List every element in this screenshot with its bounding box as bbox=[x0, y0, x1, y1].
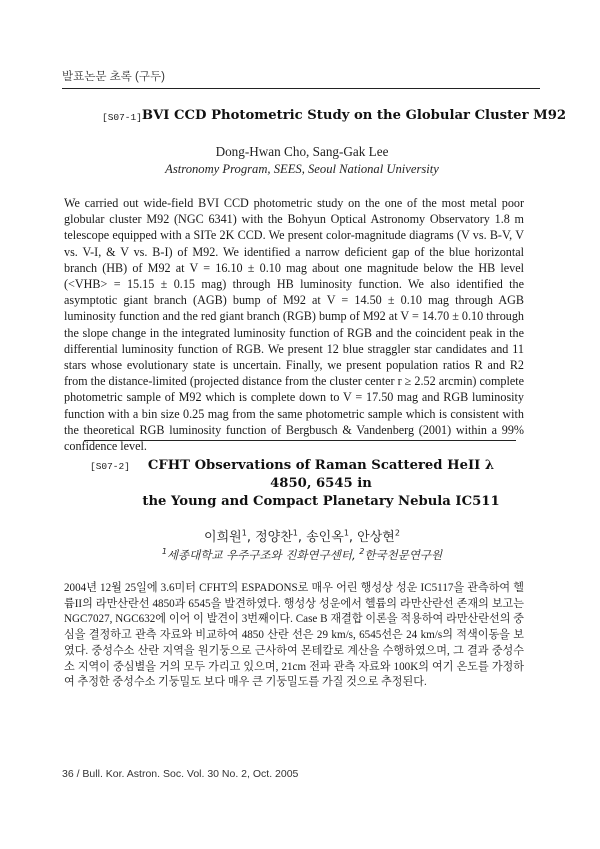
author-affiliation bbox=[80, 547, 524, 563]
abstract-title-line bbox=[80, 108, 567, 123]
author: 정양찬$^1$, bbox=[255, 528, 307, 545]
author-affiliation: Astronomy Program, SEES, Seoul National University bbox=[165, 162, 439, 176]
page-footer: 36 / Bull. Kor. Astron. Soc. Vol. 30 No. 2, Oct. 2005 bbox=[62, 768, 299, 780]
abstract-divider bbox=[84, 440, 516, 441]
abstract-title-line bbox=[80, 457, 524, 511]
affiliation: $^1$세종대학교 우주구조와 진화연구센터, bbox=[161, 547, 360, 562]
abstract-s07-2 bbox=[64, 457, 524, 691]
abstract-code: [S07-1] bbox=[102, 112, 142, 123]
abstract-title bbox=[130, 457, 512, 511]
author: 송인옥$^1$, bbox=[306, 528, 358, 545]
abstract-s07-1 bbox=[64, 108, 567, 454]
abstract-title-line-2: the Young and Compact Planetary Nebula IC511 bbox=[142, 494, 500, 509]
abstract-title: BVI CCD Photometric Study on the Globular Cluster M92 bbox=[141, 108, 567, 123]
abstract-body: 2004년 12월 25일에 3.6미터 CFHT의 ESPADONS로 매우 어린 행성상 성운 IC5117을 관측하여 헬륨II의 라만산란선 4850과 6545을 발견하였다. 행성상 성운에서 헬륨의 라만산란선 존재의 보고는 NGC7027, NGC632에 이어 이 발견이 3번째이다. Case B 재결합 이론을 적용하여 라만산란선의 중심을 결정하고 관측 자료와 비교하여 4850 산란 선은 29 km/s, 6545선은 24 km/s의 적색이동을 보였다. 중성수소 산란 지역을 원기둥으로 근사하여 몬테칼로 계산을 수행하였으며, 그 결과 중성수소 지역이 중심별을 거의 모두 가리고 있으며, 21cm 전파 관측 자료와 100K의 여기 온도를 가정하여 추정한 중성수소 기둥밀도 보다 매우 큰 기둥밀도를 가질 것으로 추정된다. bbox=[64, 582, 524, 689]
header-divider bbox=[62, 88, 540, 89]
abstract-body: We carried out wide-field BVI CCD photometric study on the one of the most metal poor globular cluster M92 (NGC 6341) with the Bohyun Optical Astronomy Observatory 1.8 m telescope equipped with a SITe 2K CCD. We present color-magnitude diagrams (V vs. B-V, V vs. V-I, & V vs. B-I) of M92. We identified a narrow deficient gap of the blue horizontal branch (HB) of M92 at V = 16.10 ± 0.10 mag about one magnitude below the HB level (<VHB> = 15.15 ± 0.15 mag) through HB luminosity function. We also identified the asymptotic giant branch (AGB) bump of M92 at V = 14.50 ± 0.10 mag through AGB luminosity function and the red giant branch (RGB) bump of M92 at V = 14.70 ± 0.10 through the slope change in the integrated luminosity function of RGB and the coincident peak in the differential luminosity function of RGB. We present 12 blue straggler star candidates and 11 stars whose evolutionary state is uncertain. Finally, we present population ratios R and R2 from the distance-limited (projected distance from the cluster center r ≥ 2.52 arcmin) complete photometric sample of M92 which is complete down to V = 17.50 mag and RGB luminosity function with a bin size 0.25 mag from the same photometric sample which is consistent with the theoretical RGB luminosity function of Bergbusch & Vandenberg (2001) within a 99% confidence level. bbox=[64, 196, 524, 454]
author-names: Dong-Hwan Cho, Sang-Gak Lee bbox=[215, 144, 389, 159]
author: 안상현$^2$ bbox=[357, 528, 400, 545]
section-header: 발표논문 초록 (구두) bbox=[62, 71, 165, 83]
affiliation: $^2$한국천문연구원 bbox=[359, 547, 443, 562]
author: 이희원$^1$, bbox=[204, 528, 256, 545]
author-names bbox=[80, 526, 524, 545]
abstract-code: [S07-2] bbox=[90, 461, 130, 472]
abstract-title-line-1: CFHT Observations of Raman Scattered HeII λ 4850, 6545 in bbox=[147, 458, 495, 491]
